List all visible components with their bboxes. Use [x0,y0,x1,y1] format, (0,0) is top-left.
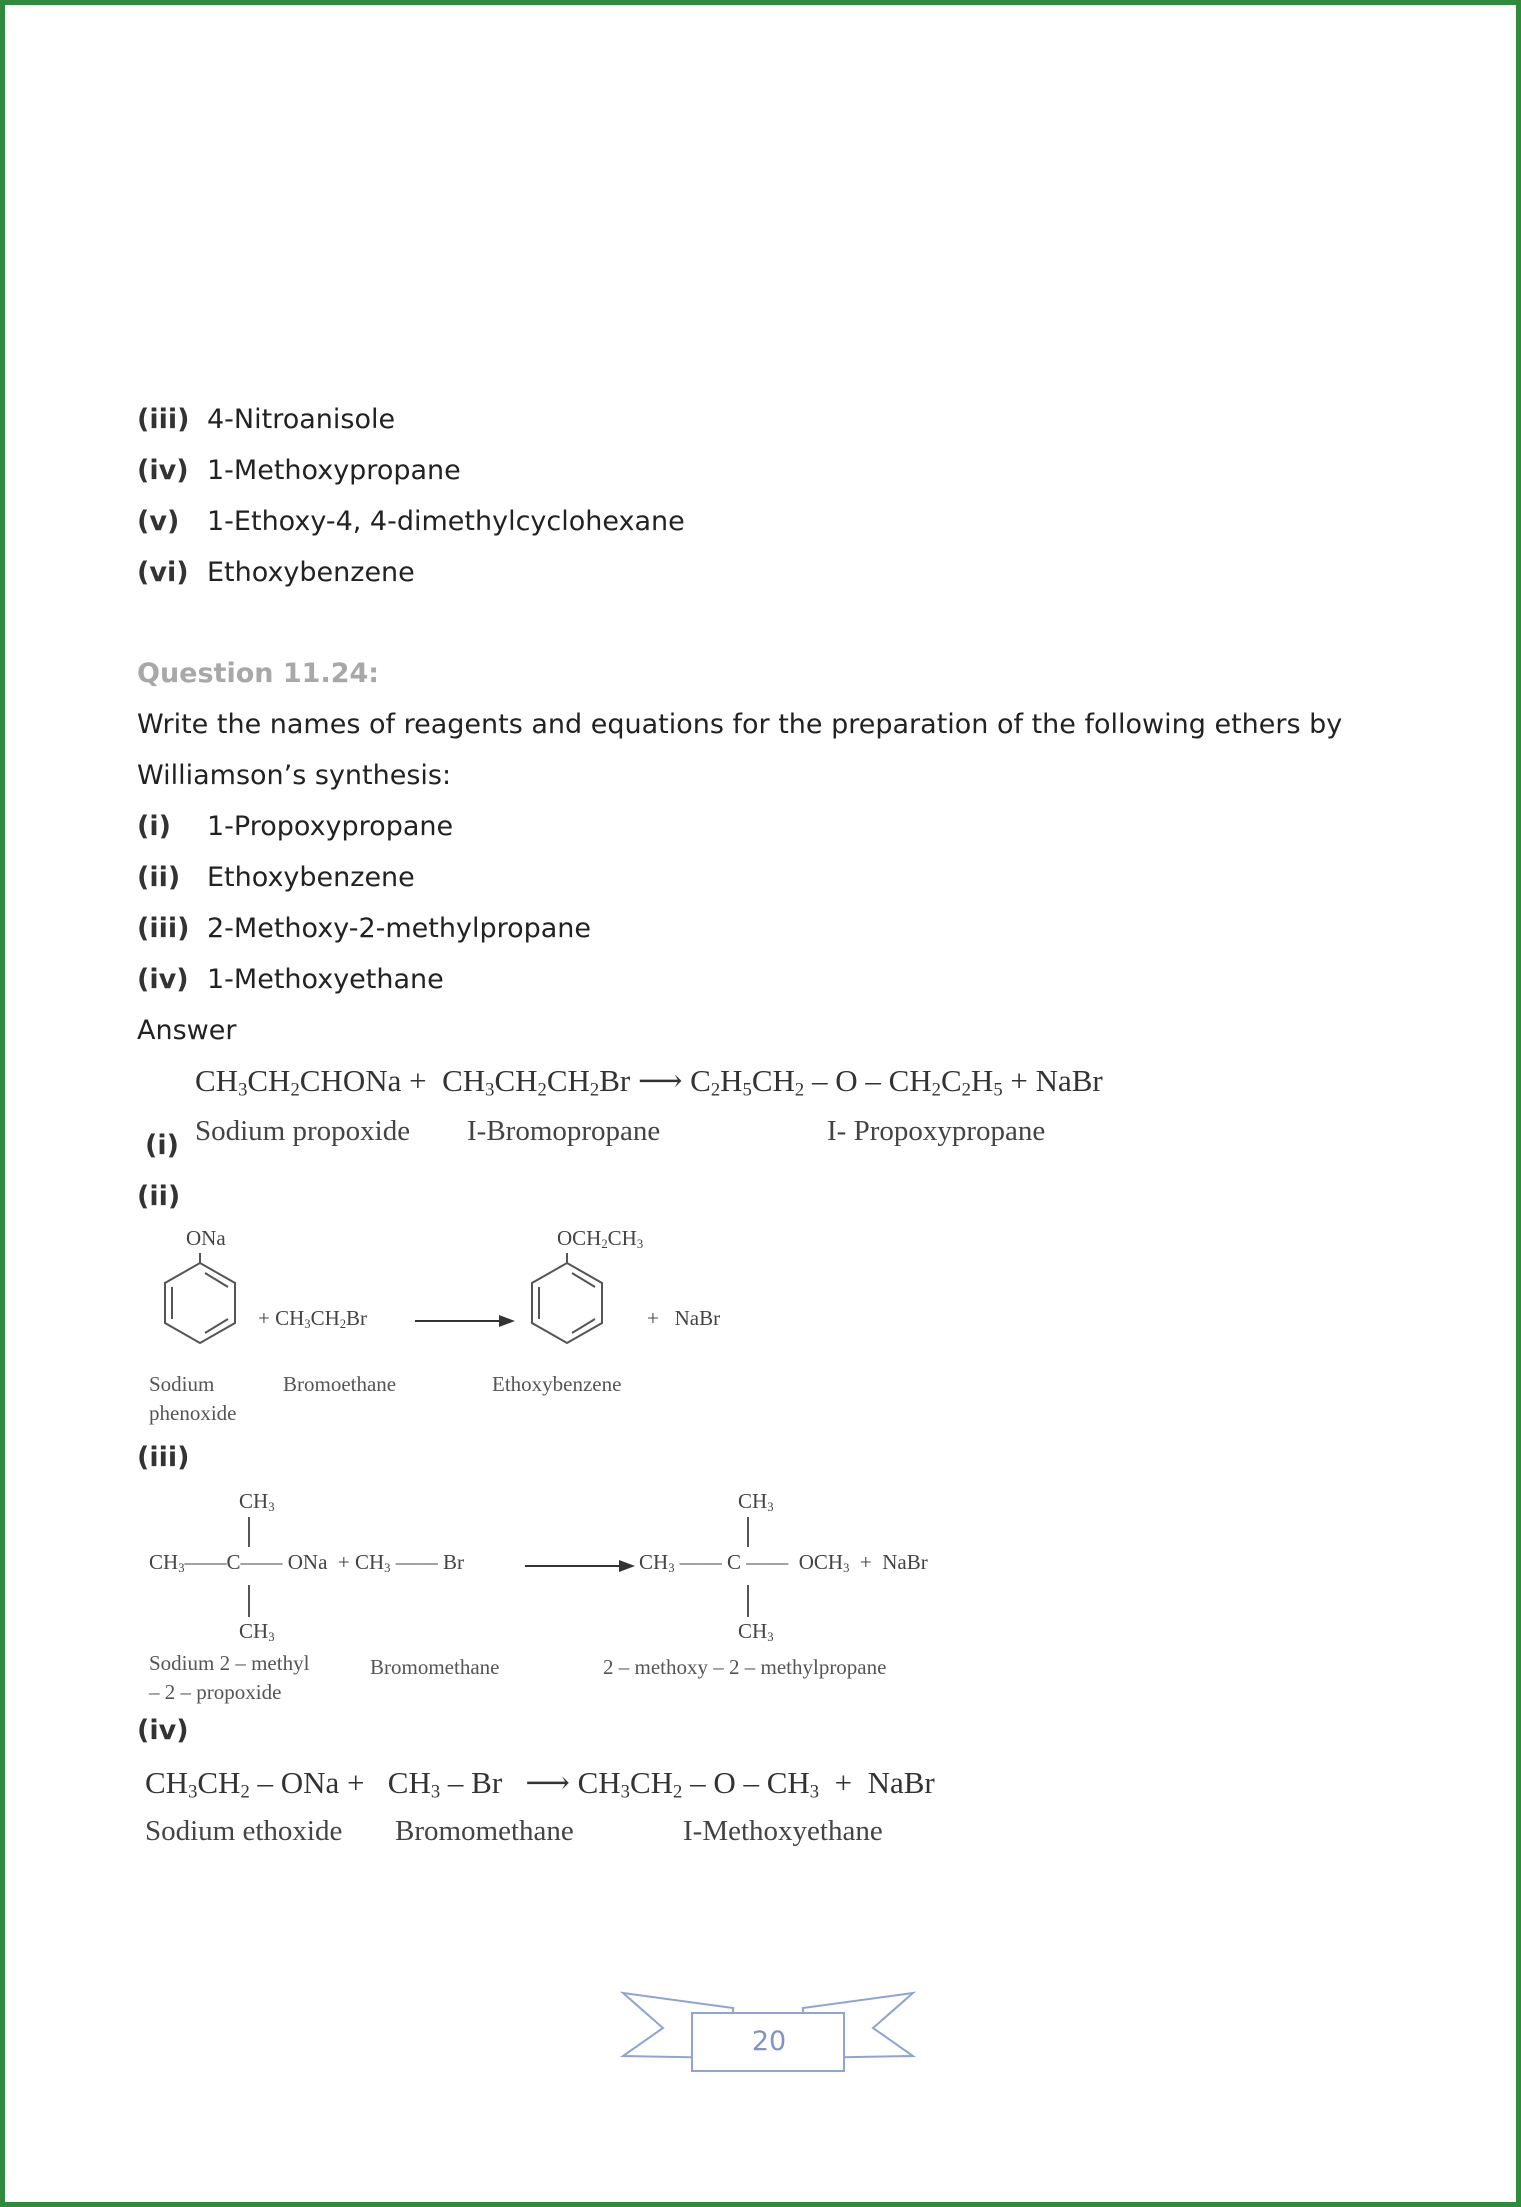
list-item [137,912,591,946]
bond-line [248,1585,250,1617]
item-label: (v) [137,506,180,537]
benzene-ring-icon [522,1253,612,1353]
arrow-icon [525,1558,635,1574]
product: $CH_3$ —— C —— $OCH_3$ + NaBr [639,1550,928,1576]
product-name: 2 – methoxy – 2 – methylpropane [603,1655,887,1679]
list-item [137,963,444,997]
methyl-group: $CH_3$ [738,1489,774,1515]
item-label: (iv) [137,964,189,995]
item-text: 2-Methoxy-2-methylpropane [207,913,592,944]
reactant-2: + $CH_3CH_2Br$ [258,1306,368,1332]
question-text-line1: Write the names of reagents and equations for the preparation of the following ethers by [137,709,1343,740]
reagent-name: Sodium [149,1372,215,1396]
reagent-name: Sodium ethoxide [145,1815,343,1847]
methyl-group: $CH_3$ [738,1619,774,1645]
question-text-line2: Williamson’s synthesis: [137,760,452,791]
item-text: Ethoxybenzene [207,862,415,893]
byproduct: + NaBr [647,1306,721,1330]
item-label: (iii) [137,404,190,435]
item-label: (i) [137,811,171,842]
reagent-name: phenoxide [149,1401,237,1425]
question-heading: Question 11.24: [137,658,380,689]
equation-4: $CH_3CH_2$ – ONa + $CH_3$ – Br ⟶ $CH_3CH_2$ – O – $CH_3$ + NaBr [145,1765,935,1803]
item-text: 1-Methoxypropane [207,455,461,486]
byproduct-text: NaBr [867,1765,935,1800]
product-name: I-Methoxyethane [683,1815,883,1847]
byproduct-text: NaBr [674,1306,721,1330]
bond-line [747,1517,749,1547]
equation-label: (i) [145,1130,179,1161]
reactant-1: $CH_3——C——$ ONa + $CH_3$ —— Br [149,1550,464,1576]
reagent-name: Bromomethane [370,1655,500,1679]
item-text: 4-Nitroanisole [207,404,396,435]
answer-heading: Answer [137,1015,237,1046]
group-label: $OCH_2CH_3$ [557,1226,644,1252]
item-label: (iv) [137,455,189,486]
reagent-name: – 2 – propoxide [149,1680,282,1704]
equation-label: (ii) [137,1181,181,1212]
reagent-name: Sodium propoxide [195,1115,411,1147]
item-label: (vi) [137,557,189,588]
reagent-name: I-Bromopropane [467,1115,661,1147]
bond-line [248,1517,250,1547]
methyl-group: $CH_3$ [239,1489,275,1515]
equation-label: (iv) [137,1715,189,1746]
methyl-group: $CH_3$ [239,1619,275,1645]
benzene-ring-icon [155,1253,245,1353]
bond-line [747,1585,749,1617]
list-item [137,403,395,437]
list-item [137,505,685,539]
list-item [137,454,461,488]
item-text: Ethoxybenzene [207,557,415,588]
document-page [5,5,1516,2202]
item-label: (iii) [137,913,190,944]
group-label: ONa [186,1226,226,1250]
product-name: I- Propoxypropane [827,1115,1046,1147]
reagent-name: Bromoethane [283,1372,397,1396]
item-text: 1-Methoxyethane [207,964,444,995]
reagent-name: Bromomethane [395,1815,574,1847]
reagent-name: Sodium 2 – methyl [149,1651,310,1675]
item-text: 1-Ethoxy-4, 4-dimethylcyclohexane [207,506,685,537]
byproduct-text: NaBr [882,1550,928,1574]
byproduct: NaBr [1035,1063,1103,1098]
item-label: (ii) [137,862,181,893]
list-item [137,810,453,844]
product-name: Ethoxybenzene [492,1372,622,1396]
list-item [137,556,415,590]
equation-1: $CH_3CH_2CHONa + CH_3CH_2CH_2Br$ ⟶ $C_2H_5CH_2$ – O – $CH_2C_2H_5$ + NaBr [195,1063,1103,1101]
equation-label: (iii) [137,1442,190,1473]
arrow-icon [415,1313,515,1329]
item-text: 1-Propoxypropane [207,811,454,842]
page-number: 20 [751,2026,787,2057]
list-item [137,861,415,895]
